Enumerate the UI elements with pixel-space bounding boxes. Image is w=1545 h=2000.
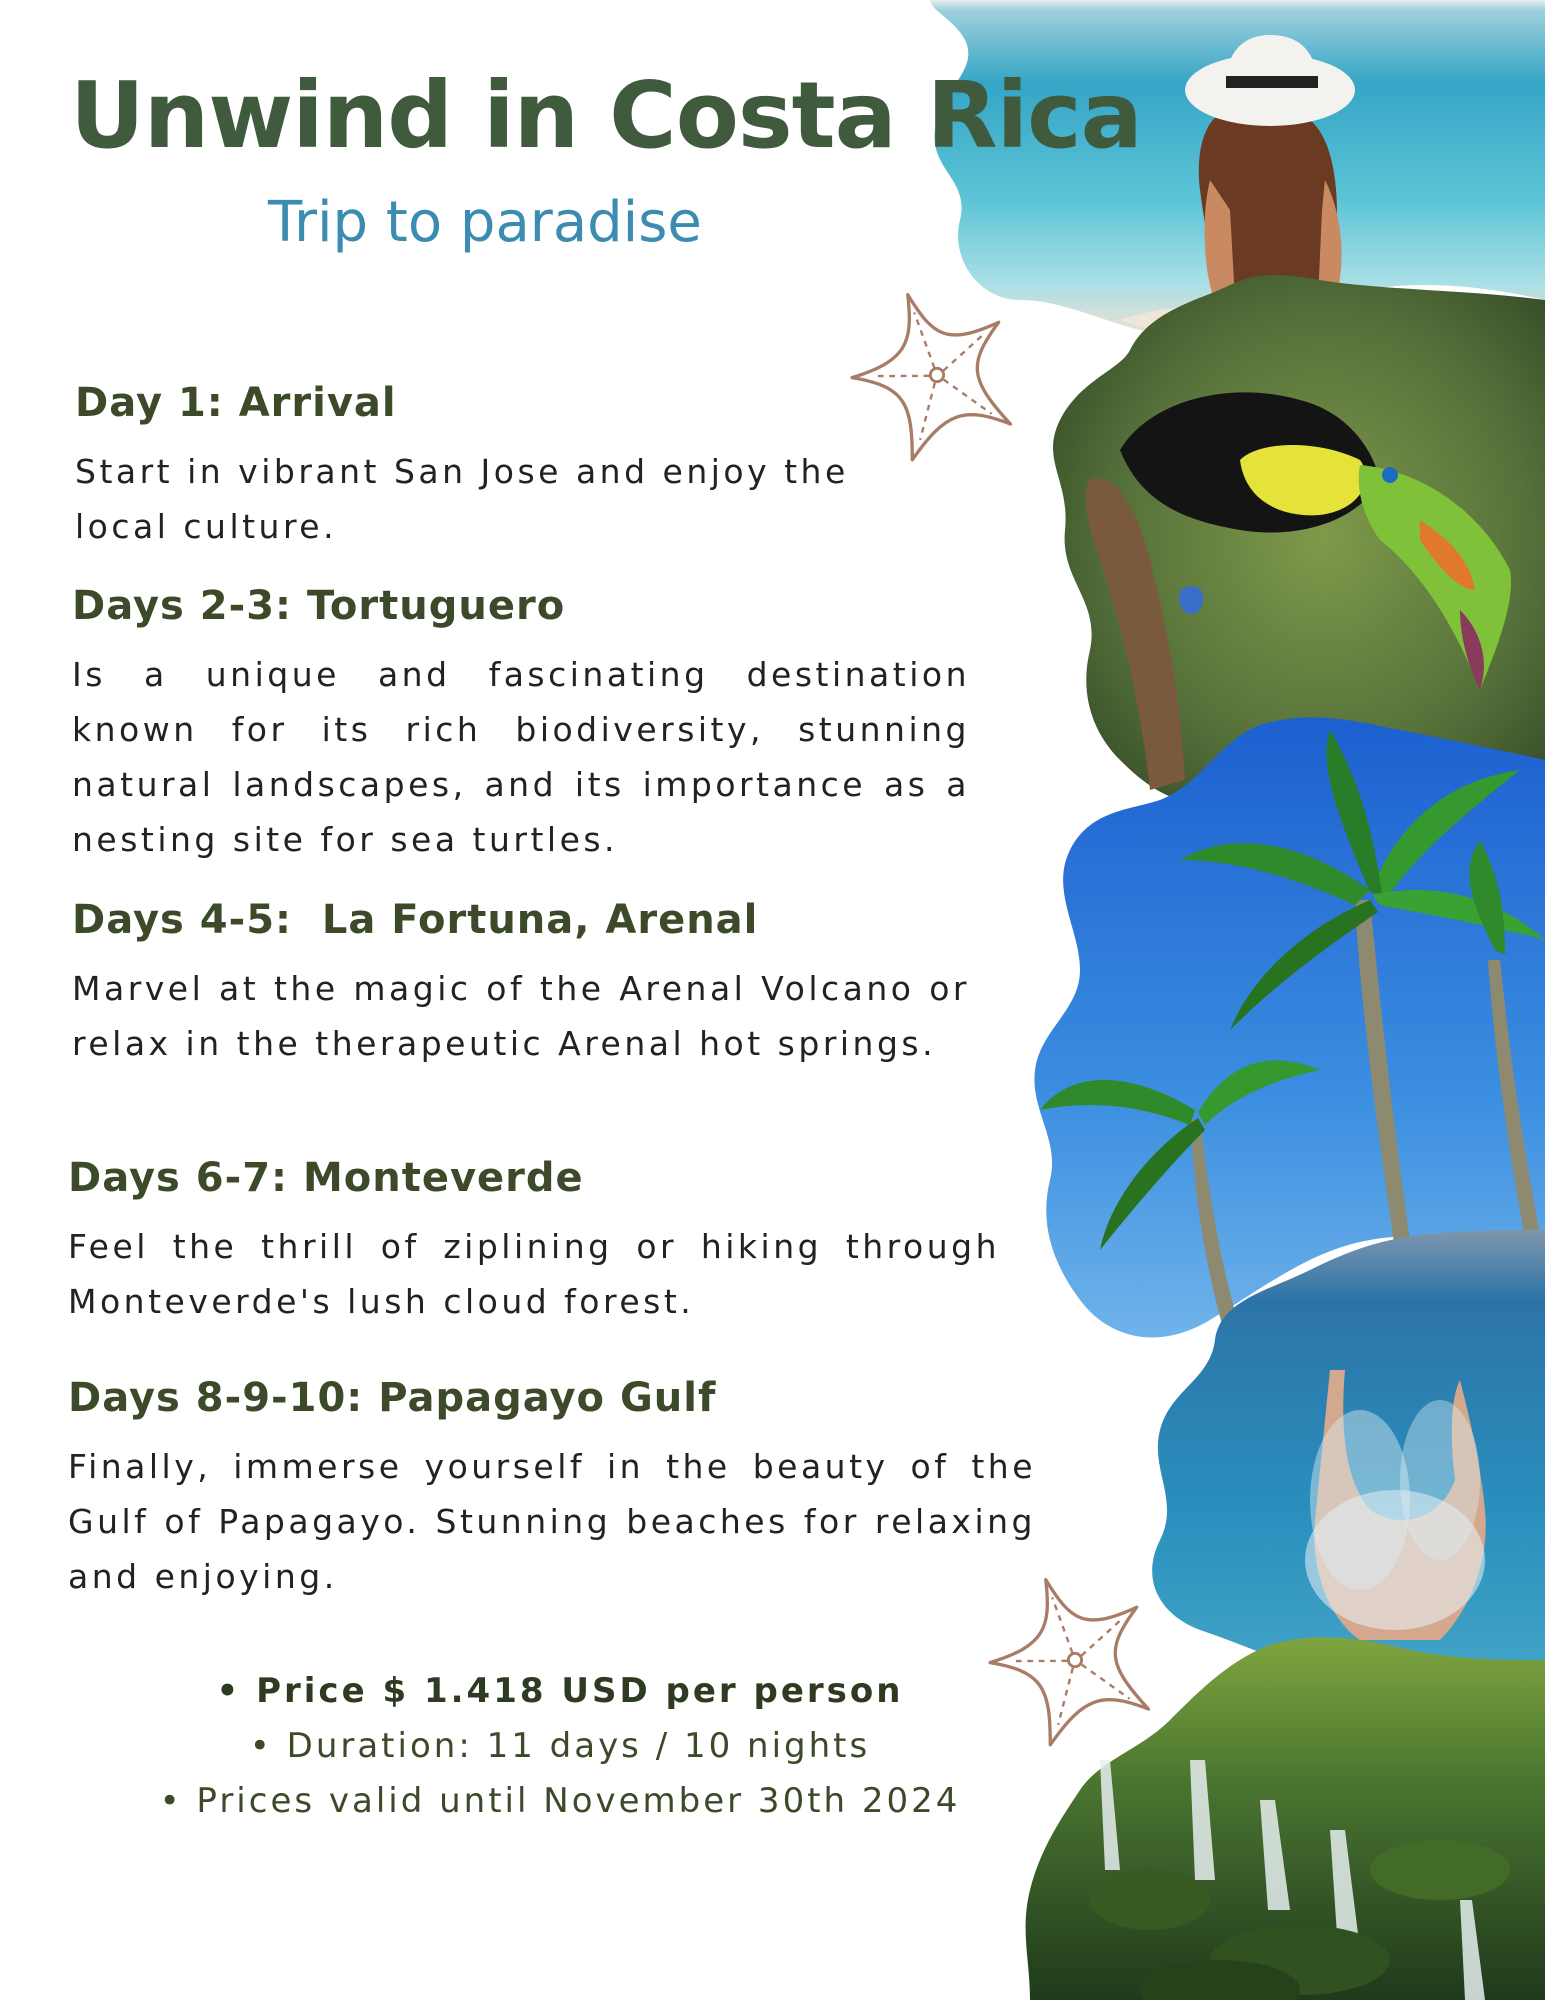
price-line: • Price $ 1.418 USD per person bbox=[216, 1671, 904, 1711]
day-heading: Day 1: Arrival bbox=[75, 380, 397, 426]
duration-line: • Duration: 11 days / 10 nights bbox=[249, 1726, 871, 1766]
day-description: Feel the thrill of ziplining or hiking through Monteverde's lush cloud forest. bbox=[68, 1227, 1000, 1321]
pricing-info bbox=[60, 1664, 1060, 1829]
page-subtitle: Trip to paradise bbox=[268, 190, 702, 255]
itinerary-day-8-9-10 bbox=[68, 1375, 1036, 1604]
page-title: Unwind in Costa Rica bbox=[70, 62, 1142, 169]
day-heading: Days 4-5: La Fortuna, Arenal bbox=[72, 897, 759, 943]
itinerary-day-4-5 bbox=[72, 897, 970, 1071]
itinerary-day-6-7 bbox=[68, 1155, 1000, 1329]
day-heading: Days 2-3: Tortuguero bbox=[72, 583, 566, 629]
day-heading: Days 8-9-10: Papagayo Gulf bbox=[68, 1375, 717, 1421]
day-heading: Days 6-7: Monteverde bbox=[68, 1155, 584, 1201]
day-description: Is a unique and fascinating destination known for its rich biodiversity, stunning natural landscapes, and its importance as a nesting site for sea turtles. bbox=[72, 655, 970, 859]
validity-line: • Prices valid until November 30th 2024 bbox=[159, 1781, 961, 1821]
itinerary-day-1 bbox=[75, 380, 895, 554]
day-description: Marvel at the magic of the Arenal Volcano or relax in the therapeutic Arenal hot springs. bbox=[72, 969, 970, 1063]
itinerary-day-2-3 bbox=[72, 583, 970, 867]
day-description: Start in vibrant San Jose and enjoy the local culture. bbox=[75, 452, 849, 546]
day-description: Finally, immerse yourself in the beauty of the Gulf of Papagayo. Stunning beaches for relaxing and enjoying. bbox=[68, 1447, 1036, 1596]
woman-figure bbox=[1185, 35, 1355, 300]
